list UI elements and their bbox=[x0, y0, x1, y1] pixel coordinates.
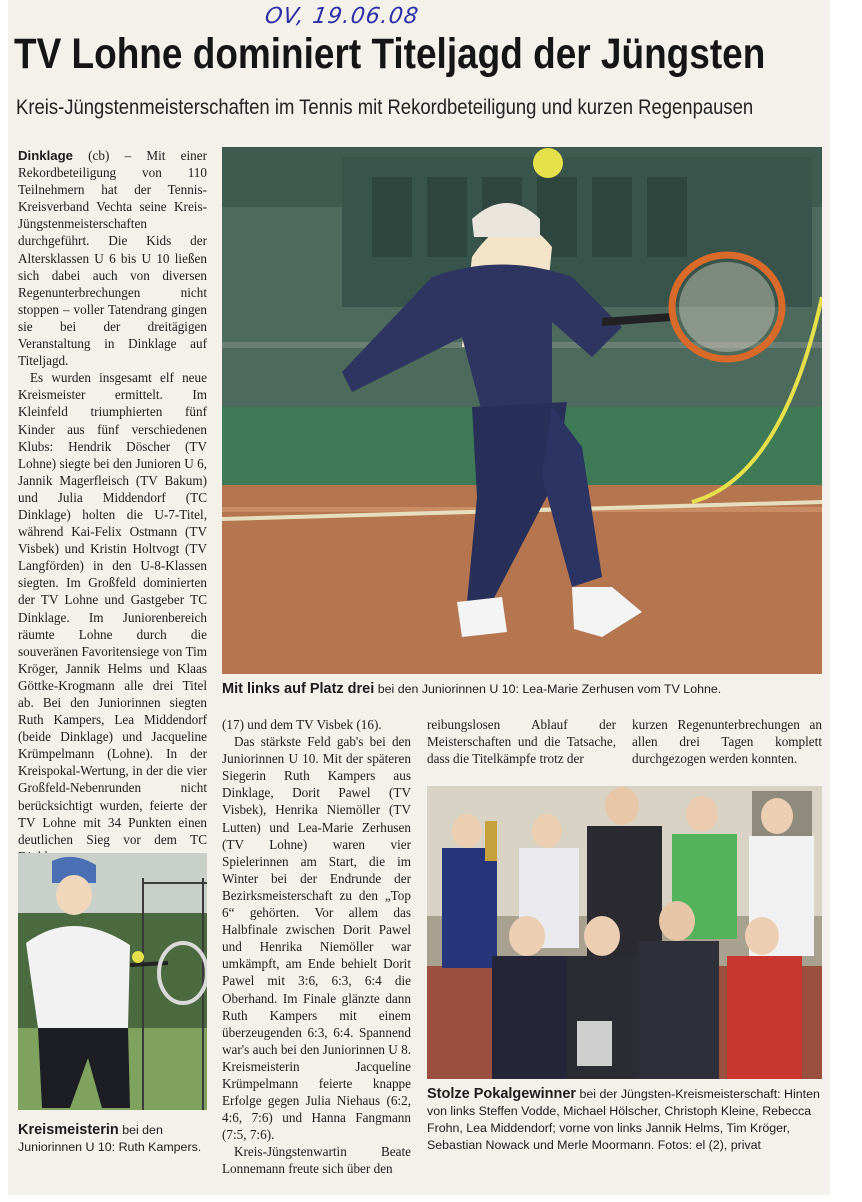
article-column-3 bbox=[427, 716, 616, 767]
article-column-2 bbox=[222, 716, 411, 1178]
main-photo-caption bbox=[222, 681, 822, 698]
caption-text: bei den Juniorinnen U 10: Ruth Kampers. bbox=[18, 1123, 202, 1154]
group-photo-caption bbox=[427, 1086, 825, 1154]
caption-bold: Mit links auf Platz drei bbox=[222, 681, 375, 697]
dateline: Dinklage bbox=[18, 148, 73, 163]
caption-text: bei den Juniorinnen U 10: Lea-Marie Zerhusen vom TV Lohne. bbox=[374, 682, 722, 696]
article-column-4 bbox=[632, 716, 822, 767]
article-paragraph bbox=[18, 147, 207, 369]
caption-bold: Stolze Pokalgewinner bbox=[427, 1086, 577, 1102]
article-paragraph: Das stärkste Feld gab's bei den Juniorinnen U 10. Mit der späteren Siegerin Ruth Kampers aus Dinklage, Dorit Pawel (TV Visbek), Henrika Niemöller (TV Lutten) und Lea-Marie Zerhusen (TV Lohne) waren vier Spielerinnen am Start, die im Winter bei der Endrunde der Bezirksmeisterschaft zu den „Top 6“ gehörten. Vor allem das Halbfinale zwischen Dorit Pawel und Henrika Niemöller war umkämpft, am Ende behielt Dorit Pawel mit 3:6, 6:3, 6:4 die Oberhand. Im Finale glänzte dann Ruth Kampers mit einem überzeugenden 6:3, 6:4. Spannend war's auch bei den Juniorinnen U 8. Kreismeisterin Jacqueline Krümpelmann feierte knappe Erfolge gegen Julia Niehaus (6:2, 4:6, 7:6) und Hanna Fangmann (7:5, 7:6). bbox=[222, 734, 411, 1143]
caption-bold: Kreismeisterin bbox=[18, 1122, 119, 1138]
article-paragraph: Es wurden insgesamt elf neue Kreismeister ermittelt. Im Kleinfeld triumphierten fünf Kinder aus fünf verschiedenen Klubs: Hendrik Döscher (TV Lohne) siegte bei den Junioren U 6, Jannik Magerfleisch (TV Bakum) und Julia Middendorf (TC Dinklage) holten die U-7-Titel, während Kai-Felix Ostmann (TV Visbek) und Kristin Holtvogt (TV Langförden) in den U-8-Klassen siegten. Im Großfeld dominierten der TV Lohne und Gastgeber TC Dinklage. Im Juniorenbereich räumte Lohne durch die souveränen Favoritensiege von Tim Kröger, Jannik Helms und Klaas Göttke-Krogmann alle drei Titel ab. Bei den Juniorinnen siegten Ruth Kampers, Lea Middendorf (beide Dinklage) und Jacqueline Krümpelmann (Lohne). In der Kreispokal-Wertung, in der die vier Großfeld-Nebenrunden nicht berücksichtigt wurden, feierte der TV Lohne mit 34 Punkten einen deutlichen Sieg vor dem TC bbox=[18, 370, 207, 847]
article-paragraph: reibungslosen Ablauf der Meisterschaften und die Tatsache, dass die Titelkämpfe trotz der bbox=[427, 717, 616, 767]
subheadline: Kreis-Jüngstenmeisterschaften im Tennis mit Rekordbeteiligung und kurzen Regenpausen bbox=[16, 96, 754, 119]
caption-text: bei der Jüngsten-Kreismeisterschaft: Hinten von links Steffen Vodde, Michael Hölscher, Christoph Kleine, Rebecca Frohn, Lea Middendorf; vorne von links Jannik Helms, Tim Kröger, Sebastian Nowack und Merle Moormann. Fotos: el (2), privat bbox=[427, 1087, 820, 1152]
small-photo-caption bbox=[18, 1122, 207, 1156]
headline: TV Lohne dominiert Titeljagd der Jüngsten bbox=[14, 30, 766, 78]
main-photo-tennis-girl bbox=[222, 147, 822, 674]
paragraph-text: (cb) – Mit einer Rekordbeteiligung von 110 Teilnehmern hat der Tennis-Kreisverband Vechta seine Kreis-Jüngstenmeisterschaften durchgeführt. Die Kids der Altersklassen U 6 bis U 10 ließen sich dabei auch von diversen Regenunterbrechungen nicht stoppen – voller Tatendrang gingen sie bei der dreitägigen Veranstaltung in Dinklage auf Titeljagd. bbox=[18, 148, 207, 369]
article-paragraph: (17) und dem TV Visbek (16). bbox=[222, 717, 382, 732]
article-paragraph: kurzen Regenunterbrechungen an allen drei Tagen komplett durchgezogen werden konnten. bbox=[632, 717, 822, 767]
article-column-1 bbox=[18, 147, 207, 865]
handwritten-date-note: OV, 19.06.08 bbox=[263, 4, 421, 29]
article-paragraph: Kreis-Jüngstenwartin Beate Lonnemann freute sich über den bbox=[222, 1144, 411, 1177]
small-photo-ruth-kampers bbox=[18, 853, 207, 1110]
group-photo-trophy-winners bbox=[427, 786, 822, 1079]
